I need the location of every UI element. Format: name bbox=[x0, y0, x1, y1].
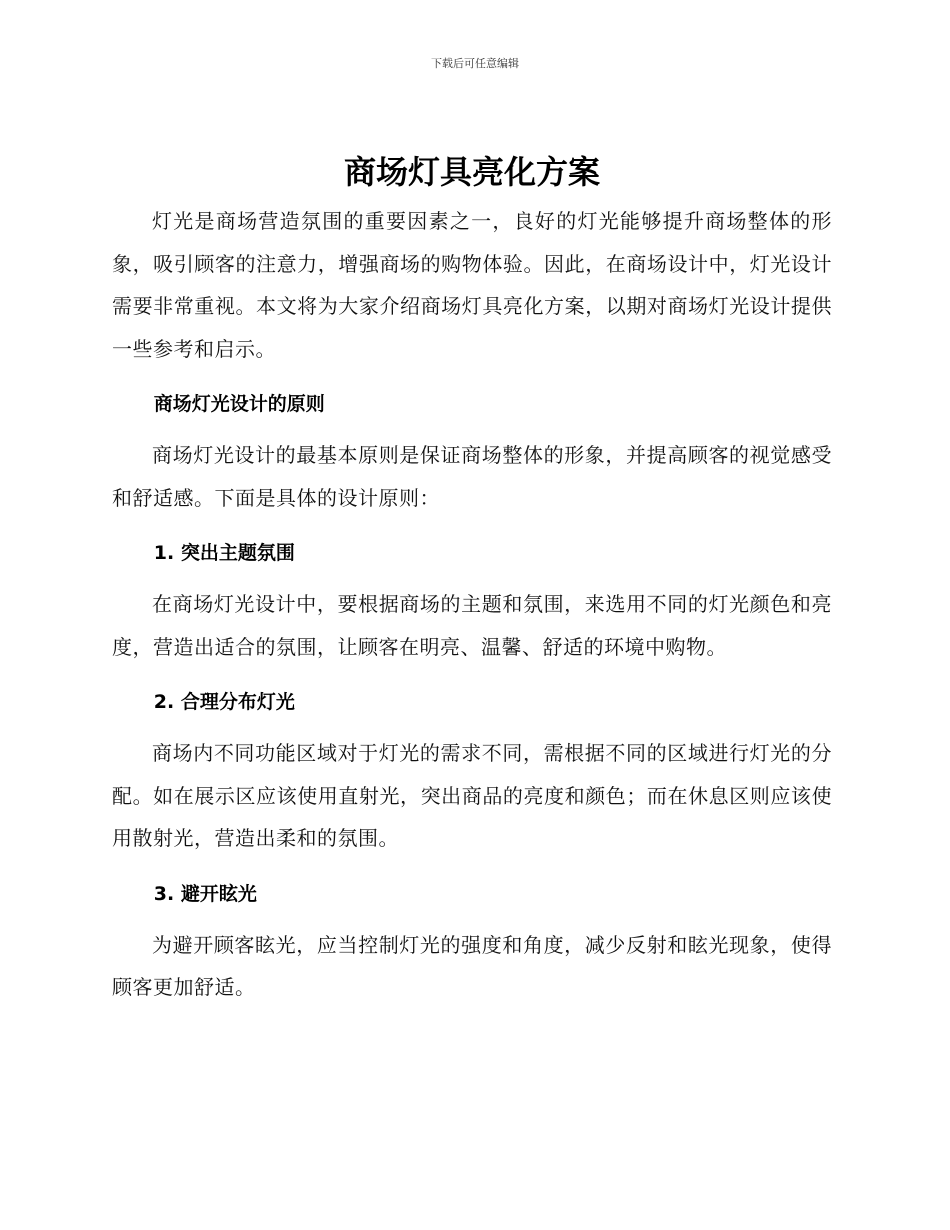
section-intro-paragraph: 商场灯光设计的最基本原则是保证商场整体的形象，并提高顾客的视觉感受和舒适感。下面是具体的设计原则： bbox=[112, 443, 832, 510]
principle-1-paragraph: 在商场灯光设计中，要根据商场的主题和氛围，来选用不同的灯光颜色和亮度，营造出适合的氛围，让顾客在明亮、温馨、舒适的环境中购物。 bbox=[112, 592, 832, 659]
document-title: 商场灯具亮化方案 bbox=[343, 153, 600, 191]
page-header: 下载后可任意编辑 bbox=[431, 57, 519, 70]
principle-3-paragraph: 为避开顾客眩光，应当控制灯光的强度和角度，减少反射和眩光现象，使得顾客更加舒适。 bbox=[112, 932, 832, 999]
principle-2-paragraph: 商场内不同功能区域对于灯光的需求不同，需根据不同的区域进行灯光的分配。如在展示区应该使用直射光，突出商品的亮度和颜色；而在休息区则应该使用散射光，营造出柔和的氛围。 bbox=[112, 741, 832, 850]
principle-2-heading: 2. 合理分布灯光 bbox=[153, 691, 295, 713]
intro-paragraph: 灯光是商场营造氛围的重要因素之一，良好的灯光能够提升商场整体的形象，吸引顾客的注意力，增强商场的购物体验。因此，在商场设计中，灯光设计需要非常重视。本文将为大家介绍商场灯具亮化方案，以期对商场灯光设计提供一些参考和启示。 bbox=[112, 209, 832, 361]
section-heading: 商场灯光设计的原则 bbox=[153, 393, 325, 415]
principle-3-heading: 3. 避开眩光 bbox=[153, 882, 257, 905]
principle-1-heading: 1. 突出主题氛围 bbox=[153, 542, 295, 564]
document-body bbox=[112, 150, 832, 1009]
